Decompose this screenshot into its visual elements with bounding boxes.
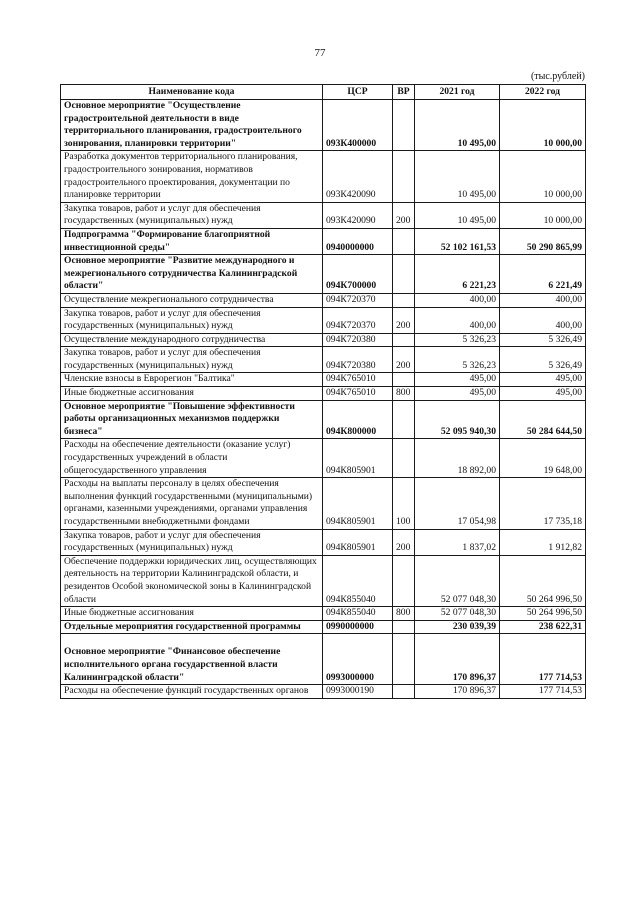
table-row bbox=[61, 373, 586, 387]
cell-2021: 52 102 161,53 bbox=[415, 228, 500, 254]
cell-2022: 5 326,49 bbox=[500, 333, 586, 347]
cell-2021: 400,00 bbox=[415, 293, 500, 307]
cell-2022: 19 648,00 bbox=[500, 439, 586, 478]
table-row bbox=[61, 400, 586, 439]
cell-2022: 10 000,00 bbox=[500, 202, 586, 228]
units-label: (тыс.рублей) bbox=[530, 71, 585, 82]
cell-csr: 0990000000 bbox=[323, 620, 393, 634]
cell-vr bbox=[393, 555, 415, 606]
cell-2021: 52 077 048,30 bbox=[415, 555, 500, 606]
cell-2021: 10 495,00 bbox=[415, 202, 500, 228]
cell-name: Закупка товаров, работ и услуг для обеспечения государственных (муниципальных) нужд bbox=[61, 307, 323, 333]
cell-vr bbox=[393, 100, 415, 151]
cell-vr: 200 bbox=[393, 347, 415, 373]
cell-csr: 094К765010 bbox=[323, 387, 393, 401]
cell-csr: 094К805901 bbox=[323, 439, 393, 478]
cell-csr: 094К720380 bbox=[323, 333, 393, 347]
cell-name: Осуществление международного сотрудничества bbox=[61, 333, 323, 347]
cell-csr: 094К765010 bbox=[323, 373, 393, 387]
cell-csr: 0940000000 bbox=[323, 228, 393, 254]
table-row bbox=[61, 387, 586, 401]
cell-name: Закупка товаров, работ и услуг для обеспечения государственных (муниципальных) нужд bbox=[61, 529, 323, 555]
page-number: 77 bbox=[314, 47, 326, 59]
cell-vr bbox=[393, 400, 415, 439]
cell-name: Подпрограмма "Формирование благоприятной инвестиционной среды" bbox=[61, 228, 323, 254]
table-row bbox=[61, 607, 586, 621]
cell-csr: 093К420090 bbox=[323, 202, 393, 228]
cell-csr: 094К700000 bbox=[323, 255, 393, 294]
cell-name: Закупка товаров, работ и услуг для обеспечения государственных (муниципальных) нужд bbox=[61, 202, 323, 228]
cell-vr bbox=[393, 151, 415, 202]
header-2021: 2021 год bbox=[415, 85, 500, 100]
table-row bbox=[61, 555, 586, 606]
table-row bbox=[61, 347, 586, 373]
cell-name: Закупка товаров, работ и услуг для обеспечения государственных (муниципальных) нужд bbox=[61, 347, 323, 373]
cell-2022: 177 714,53 bbox=[500, 634, 586, 685]
cell-vr bbox=[393, 373, 415, 387]
cell-2021: 1 837,02 bbox=[415, 529, 500, 555]
cell-vr: 800 bbox=[393, 387, 415, 401]
cell-csr: 093К400000 bbox=[323, 100, 393, 151]
cell-2022: 50 264 996,50 bbox=[500, 607, 586, 621]
header-2022: 2022 год bbox=[500, 85, 586, 100]
table-header-row bbox=[61, 85, 586, 100]
table-row bbox=[61, 333, 586, 347]
cell-name: Расходы на выплаты персоналу в целях обеспечения выполнения функций государственными (муниципальными) органами, казенными учреждениями, органами управления государственными внебюджетными фондами bbox=[61, 478, 323, 529]
cell-name: Основное мероприятие "Повышение эффективности работы организационных механизмов поддержки бизнеса" bbox=[61, 400, 323, 439]
cell-2021: 17 054,98 bbox=[415, 478, 500, 529]
cell-vr: 200 bbox=[393, 202, 415, 228]
cell-name: Основное мероприятие "Осуществление градостроительной деятельности в виде территориального планирования, градостроительного зонирования, планировки территории" bbox=[61, 100, 323, 151]
table-row bbox=[61, 634, 586, 685]
cell-name: Осуществление межрегионального сотрудничества bbox=[61, 293, 323, 307]
cell-name: Расходы на обеспечение деятельности (оказание услуг) государственных учреждений в области общегосударственного управления bbox=[61, 439, 323, 478]
cell-2021: 52 077 048,30 bbox=[415, 607, 500, 621]
cell-2021: 495,00 bbox=[415, 373, 500, 387]
cell-2022: 177 714,53 bbox=[500, 685, 586, 699]
table-row bbox=[61, 293, 586, 307]
table-row bbox=[61, 151, 586, 202]
cell-2022: 6 221,49 bbox=[500, 255, 586, 294]
cell-vr bbox=[393, 228, 415, 254]
cell-2021: 18 892,00 bbox=[415, 439, 500, 478]
cell-csr: 093К420090 bbox=[323, 151, 393, 202]
cell-2021: 5 326,23 bbox=[415, 333, 500, 347]
cell-2022: 10 000,00 bbox=[500, 151, 586, 202]
cell-csr: 094К805901 bbox=[323, 478, 393, 529]
cell-vr bbox=[393, 293, 415, 307]
cell-vr bbox=[393, 255, 415, 294]
cell-name: Иные бюджетные ассигнования bbox=[61, 387, 323, 401]
header-csr: ЦСР bbox=[323, 85, 393, 100]
cell-vr: 200 bbox=[393, 307, 415, 333]
cell-2021: 400,00 bbox=[415, 307, 500, 333]
cell-vr bbox=[393, 685, 415, 699]
table-row bbox=[61, 202, 586, 228]
cell-csr: 094К720380 bbox=[323, 347, 393, 373]
cell-name: Членские взносы в Еврорегион "Балтика" bbox=[61, 373, 323, 387]
cell-2021: 230 039,39 bbox=[415, 620, 500, 634]
cell-2022: 50 264 996,50 bbox=[500, 555, 586, 606]
cell-name: Расходы на обеспечение функций государственных органов bbox=[61, 685, 323, 699]
cell-name: Иные бюджетные ассигнования bbox=[61, 607, 323, 621]
cell-2022: 400,00 bbox=[500, 293, 586, 307]
cell-csr: 094К855040 bbox=[323, 555, 393, 606]
table-row bbox=[61, 100, 586, 151]
cell-2022: 495,00 bbox=[500, 373, 586, 387]
cell-vr: 200 bbox=[393, 529, 415, 555]
cell-csr: 0993000000 bbox=[323, 634, 393, 685]
table-row bbox=[61, 620, 586, 634]
cell-2021: 170 896,37 bbox=[415, 634, 500, 685]
cell-2021: 10 495,00 bbox=[415, 100, 500, 151]
cell-name: Основное мероприятие "Развитие международного и межрегионального сотрудничества Калининградской области" bbox=[61, 255, 323, 294]
cell-2021: 495,00 bbox=[415, 387, 500, 401]
cell-2022: 10 000,00 bbox=[500, 100, 586, 151]
cell-2022: 17 735,18 bbox=[500, 478, 586, 529]
cell-2022: 495,00 bbox=[500, 387, 586, 401]
cell-csr: 094К805901 bbox=[323, 529, 393, 555]
cell-2021: 5 326,23 bbox=[415, 347, 500, 373]
header-vr: ВР bbox=[393, 85, 415, 100]
cell-csr: 094К855040 bbox=[323, 607, 393, 621]
cell-name: Отдельные мероприятия государственной программы bbox=[61, 620, 323, 634]
cell-2022: 400,00 bbox=[500, 307, 586, 333]
cell-2021: 170 896,37 bbox=[415, 685, 500, 699]
cell-name: Разработка документов территориального планирования, градостроительного зонирования, нормативов градостроительного проектирования, документации по планировке территории bbox=[61, 151, 323, 202]
cell-csr: 094К720370 bbox=[323, 293, 393, 307]
cell-2021: 10 495,00 bbox=[415, 151, 500, 202]
table-row bbox=[61, 228, 586, 254]
cell-vr bbox=[393, 333, 415, 347]
cell-2022: 50 290 865,99 bbox=[500, 228, 586, 254]
cell-name: Основное мероприятие "Финансовое обеспечение исполнительного органа государственной власти Калининградской области" bbox=[61, 634, 323, 685]
cell-csr: 094К720370 bbox=[323, 307, 393, 333]
cell-2021: 6 221,23 bbox=[415, 255, 500, 294]
cell-2022: 5 326,49 bbox=[500, 347, 586, 373]
cell-2022: 1 912,82 bbox=[500, 529, 586, 555]
cell-vr: 800 bbox=[393, 607, 415, 621]
table-row bbox=[61, 439, 586, 478]
table-row bbox=[61, 478, 586, 529]
table-body bbox=[61, 100, 586, 699]
cell-vr bbox=[393, 439, 415, 478]
cell-2021: 52 095 940,30 bbox=[415, 400, 500, 439]
cell-2022: 50 284 644,50 bbox=[500, 400, 586, 439]
cell-vr bbox=[393, 634, 415, 685]
table-row bbox=[61, 685, 586, 699]
cell-csr: 094К800000 bbox=[323, 400, 393, 439]
cell-csr: 0993000190 bbox=[323, 685, 393, 699]
cell-2022: 238 622,31 bbox=[500, 620, 586, 634]
table-row bbox=[61, 307, 586, 333]
cell-name: Обеспечение поддержки юридических лиц, осуществляющих деятельность на территории Калининградской области, и резидентов Особой экономической зоны в Калининградской области bbox=[61, 555, 323, 606]
cell-vr bbox=[393, 620, 415, 634]
header-name: Наименование кода bbox=[61, 85, 323, 100]
budget-table bbox=[60, 84, 586, 699]
cell-vr: 100 bbox=[393, 478, 415, 529]
table-row bbox=[61, 255, 586, 294]
table-row bbox=[61, 529, 586, 555]
